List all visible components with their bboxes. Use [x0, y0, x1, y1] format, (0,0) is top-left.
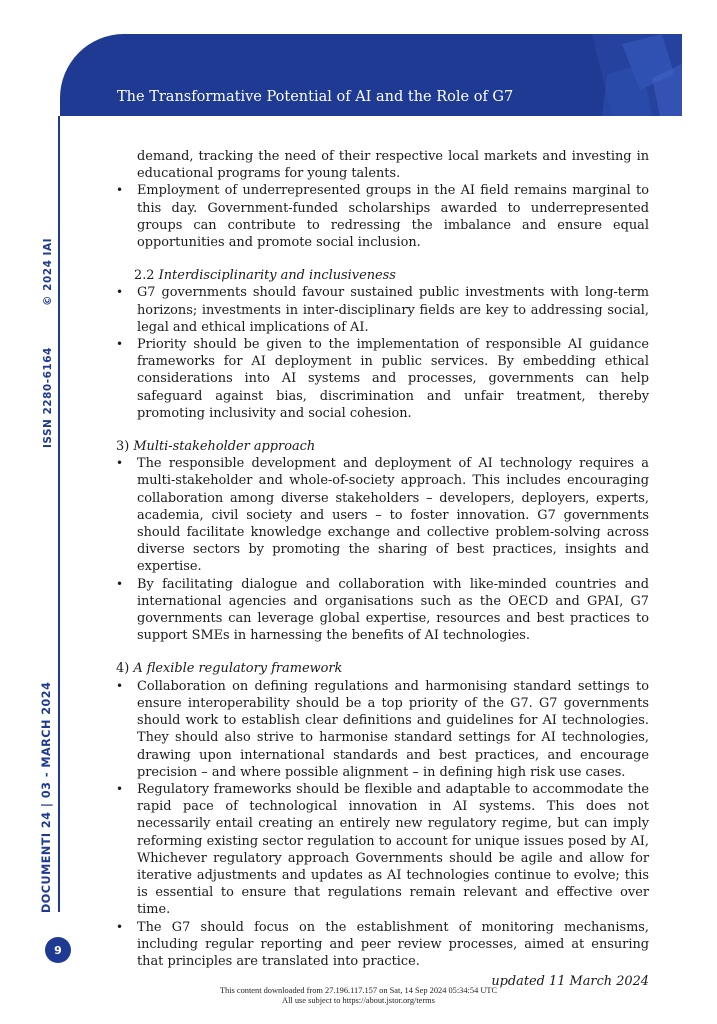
bullet-icon: •	[116, 285, 124, 300]
sidebar-copyright: © 2024 IAI	[42, 238, 54, 306]
bullet-icon: •	[116, 337, 124, 352]
footer	[0, 986, 717, 1005]
header-title: The Transformative Potential of AI and the Role of G7	[117, 89, 514, 105]
sidebar-series: DOCUMENTI 24 | 03 - MARCH 2024	[40, 681, 53, 913]
header-banner	[60, 34, 682, 116]
subsection-heading: 2.2 Interdisciplinarity and inclusiveness	[134, 268, 396, 284]
list-item: • G7 governments should favour sustained public investments with long-term horizons; investments in inter-disciplinary fields are key to addressing social, legal and ethical implications of AI.	[116, 285, 649, 335]
bullet-icon: •	[116, 576, 124, 591]
list-item: • Priority should be given to the implementation of responsible AI guidance frameworks for AI deployment in public services. By embedding ethical considerations into AI systems and processes, governments can help safeguard against bias, discrimination and unfair treatment, thereby promoting inclusivity and social cohesion.	[116, 337, 649, 421]
bullet-icon: •	[116, 781, 124, 796]
section-heading: 4) A flexible regulatory framework	[116, 661, 343, 677]
footer-download-notice: This content downloaded from 27.196.117.157 on Sat, 14 Sep 2024 05:34:54 UTC	[219, 986, 498, 995]
list-item: • By facilitating dialogue and collaboration with like-minded countries and international agencies and organisations such as the OECD and GPAI, G7 governments can leverage global expertise, resources and best practices to support SMEs in harnessing the benefits of AI technologies.	[116, 576, 649, 644]
bullet-icon: •	[116, 919, 124, 934]
logo-pattern-icon	[552, 34, 682, 116]
list-item: • Collaboration on defining regulations and harmonising standard settings to ensure interoperability should be a top priority of the G7. G7 governments should work to establish clear definitions and guidelines for AI technologies. They should also strive to harmonise standard settings for AI technologies, drawing upon international standards and best practices, and encourage precision – and where possible alignment – in defining high risk use cases.	[116, 678, 649, 780]
bullet-icon: •	[116, 456, 124, 471]
list-item: • The G7 should focus on the establishment of monitoring mechanisms, including regular reporting and peer review processes, aimed at ensuring that principles are translated into practice.	[116, 919, 649, 969]
sidebar-issn: ISSN 2280-6164	[42, 347, 54, 448]
list-item: • The responsible development and deployment of AI technology requires a multi-stakeholder and whole-of-society approach. This includes encouraging collaboration among diverse stakeholders – developers, deployers, experts, academia, civil society and users – to foster innovation. G7 governments should facilitate knowledge exchange and collective problem-solving across diverse sectors by promoting the sharing of best practices, insights and expertise.	[116, 456, 649, 575]
bullet-icon: •	[116, 183, 124, 198]
list-item: • Regulatory frameworks should be flexible and adaptable to accommodate the rapid pace of technological innovation in AI systems. This does not necessarily entail creating an entirely new regulatory regime, but can imply reforming existing sector regulation to account for unique issues posed by AI, Whichever regulatory approach Governments should be agile and allow for iterative adjustments and updates as AI technologies continue to evolve; this is essential to ensure that regulations remain relevant and effective over time.	[116, 781, 649, 918]
updated-date: updated 11 March 2024	[491, 974, 649, 990]
paragraph-continuation: demand, tracking the need of their respective local markets and investing in educational programs for young talents.	[137, 149, 649, 182]
footer-terms-link[interactable]: All use subject to https://about.jstor.org/terms	[282, 995, 435, 1005]
sidebar-rule	[58, 116, 60, 912]
main-content	[116, 148, 649, 990]
page-number: 9	[45, 937, 71, 963]
list-item: • Employment of underrepresented groups in the AI field remains marginal to this day. Government-funded scholarships awarded to underrepresented groups can contribute to redressing the imbalance and ensure equal opportunities and promote social inclusion.	[116, 183, 649, 251]
section-heading: 3) Multi-stakeholder approach	[116, 439, 316, 455]
bullet-icon: •	[116, 678, 124, 693]
